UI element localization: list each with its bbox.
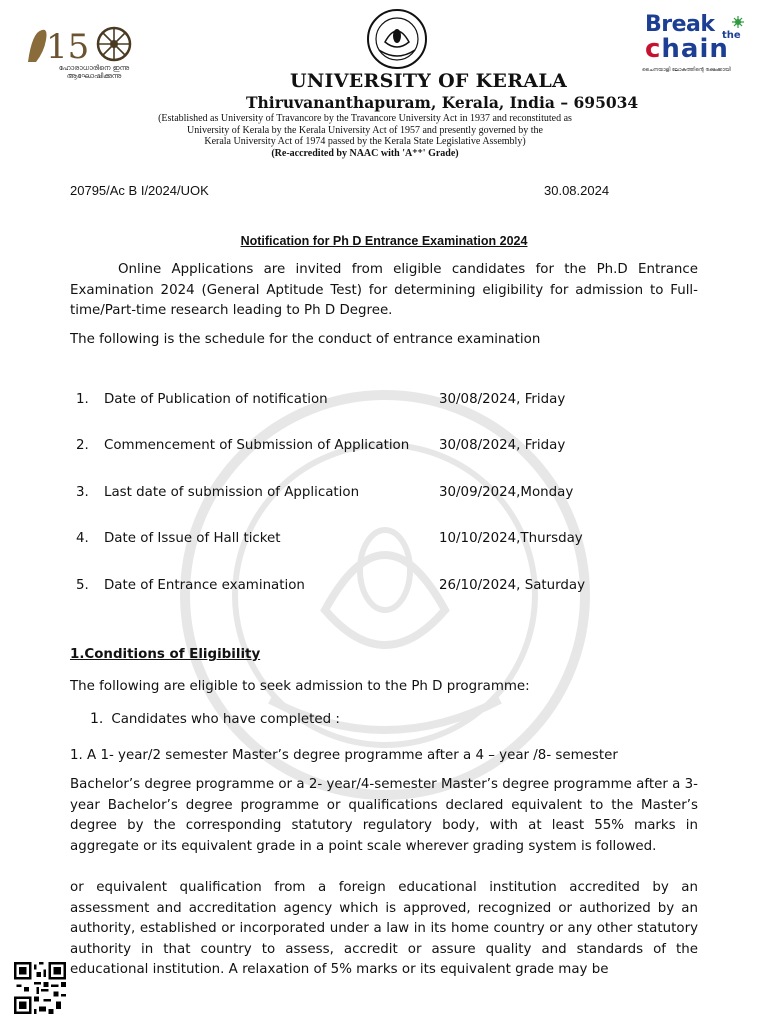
schedule-intro: The following is the schedule for the conduct of entrance examination <box>70 332 541 347</box>
establishment-note: (Established as University of Travancore by the Travancore University Act in 1937 and reconstituted as University of Kerala by the Kerala University Act of 1957 and presently governed by the Kerala University Act of 1974 passed by the Kerala State Legislative Assembly) (Re-accredited by NAAC with 'A⁺⁺' Grade) <box>150 113 580 159</box>
schedule-row: 1. Date of Publication of notification 30/08/2024, Friday <box>76 392 566 407</box>
break-text: Break <box>645 12 715 37</box>
150-logo-caption: ഹോരാധാരിനെ ഇന്നു ആഘോഷിക്കുന്നു <box>58 64 130 80</box>
intro-paragraph: Online Applications are invited from eligible candidates for the Ph.D Entrance Examination 2024 (General Aptitude Test) for determining eligibility for admission to Full-time/Part-time research leading to Ph D Degree. <box>70 262 698 318</box>
criterion-body: Bachelor’s degree programme or a 2- year/4-semester Master’s degree programme after a 3-year Bachelor’s degree programme or qualifications declared equivalent to the Master’s degree by the corresponding statutory regulatory body, with at least 55% marks in aggregate or its equivalent grade in a point scale wherever grading system is followed. <box>70 777 698 854</box>
svg-text:15: 15 <box>46 27 90 67</box>
schedule-row: 5. Date of Entrance examination 26/10/2024, Saturday <box>76 578 586 593</box>
eligibility-heading: 1.Conditions of Eligibility <box>70 647 261 662</box>
150-years-logo <box>22 22 137 92</box>
criterion-line: 1. A 1- year/2 semester Master’s degree programme after a 4 – year /8- semester <box>70 748 618 763</box>
chain-text: chain <box>645 34 729 64</box>
schedule-row: 2. Commencement of Submission of Application 30/08/2024, Friday <box>76 438 566 453</box>
university-seal <box>357 8 437 70</box>
schedule-row: 4. Date of Issue of Hall ticket 10/10/2024,Thursday <box>76 531 583 546</box>
150-emblem-icon <box>22 22 137 67</box>
reference-number: 20795/Ac B I/2024/UOK <box>70 183 209 198</box>
document-date: 30.08.2024 <box>544 183 610 198</box>
university-address: Thiruvananthapuram, Kerala, India – 695034 <box>246 93 639 112</box>
university-name: UNIVERSITY OF KERALA <box>290 70 568 92</box>
naac-accreditation: (Re-accredited by NAAC with 'A⁺⁺' Grade) <box>271 147 459 159</box>
break-the-chain-logo <box>640 12 748 82</box>
foreign-qualification-paragraph: or equivalent qualification from a foreign educational institution accredited by an assessment and accreditation agency which is approved, recognized or authorized by an authority, established or incorporated under a law in its home country or any other statutory authority in that country to assess, accredit or assure quality and standards of the educational institution. A relaxation of 5% marks or its equivalent grade may be <box>70 880 698 977</box>
schedule-row: 3. Last date of submission of Application 30/09/2024,Monday <box>76 485 574 500</box>
qr-code <box>14 962 66 1014</box>
eligibility-intro: The following are eligible to seek admission to the Ph D programme: <box>70 679 530 694</box>
the-text: the <box>722 30 741 41</box>
candidates-item: 1. Candidates who have completed : <box>90 711 340 727</box>
notification-title: Notification for Ph D Entrance Examination 2024 <box>240 234 528 248</box>
break-chain-tagline: ചൈനയാളി ലോകത്തിന്റെ രക്ഷക്കായി <box>642 67 731 73</box>
virus-icon <box>732 16 744 28</box>
